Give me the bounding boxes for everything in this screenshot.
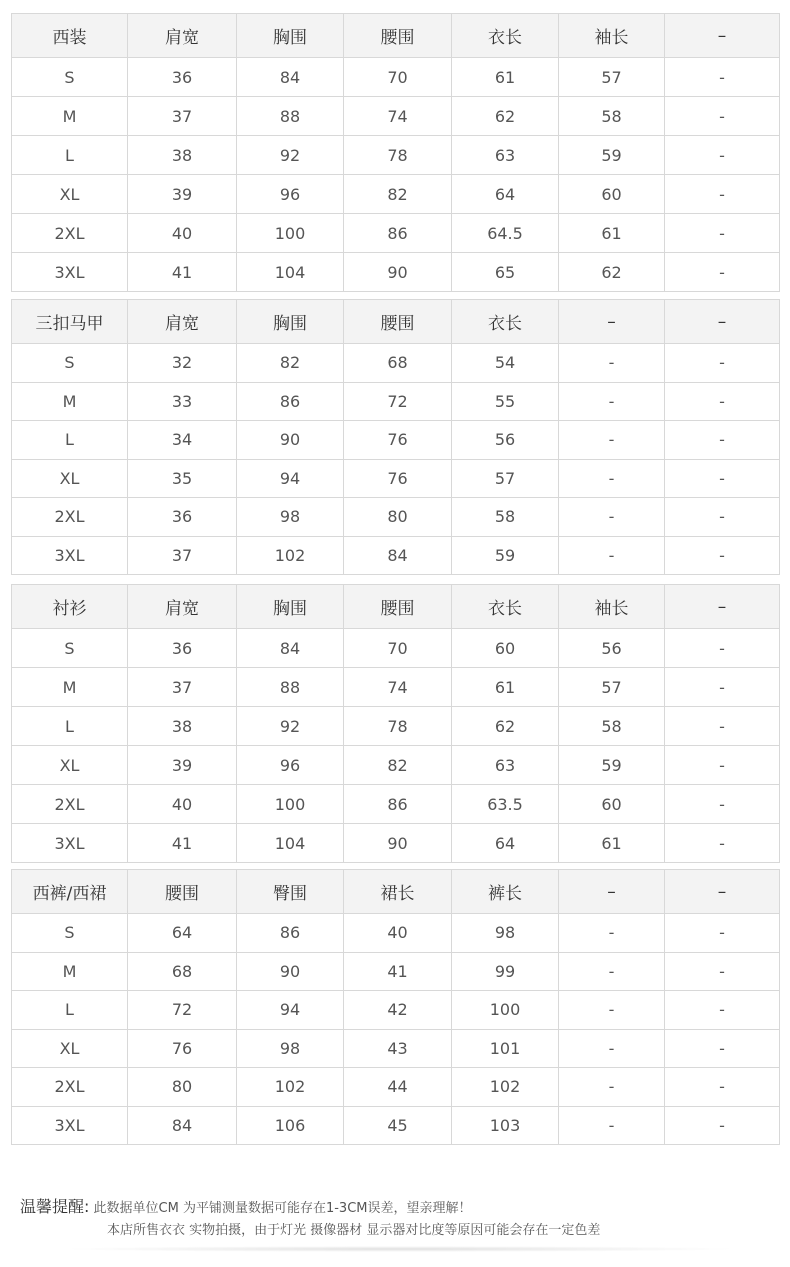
measurement-cell: 56 (559, 629, 665, 668)
note-line-2: 本店所售衣衣 实物拍摄，由于灯光 摄像器材 显示器对比度等原因可能会存在一定色差 (107, 1223, 601, 1238)
measurement-cell: 65 (452, 253, 559, 292)
table-row (12, 991, 780, 1030)
size-label: M (12, 668, 128, 707)
column-header: 胸围 (237, 300, 344, 344)
measurement-cell: - (665, 707, 780, 746)
size-label: 2XL (12, 498, 128, 537)
measurement-cell: 60 (559, 785, 665, 824)
measurement-cell: - (559, 1068, 665, 1107)
measurement-cell: 63 (452, 136, 559, 175)
table-row (12, 629, 780, 668)
column-header: 腰围 (344, 300, 452, 344)
measurement-cell: 86 (344, 214, 452, 253)
measurement-cell: 59 (452, 536, 559, 575)
size-label: XL (12, 746, 128, 785)
measurement-cell: 82 (344, 746, 452, 785)
measurement-cell: - (559, 991, 665, 1030)
measurement-cell: 55 (452, 382, 559, 421)
size-label: 3XL (12, 824, 128, 863)
measurement-cell: 60 (559, 175, 665, 214)
size-label: M (12, 97, 128, 136)
measurement-cell: - (665, 785, 780, 824)
measurement-cell: - (559, 459, 665, 498)
table-row (12, 175, 780, 214)
measurement-cell: - (559, 1106, 665, 1145)
measurement-cell: 98 (452, 914, 559, 953)
measurement-cell: 33 (128, 382, 237, 421)
size-label: 3XL (12, 1106, 128, 1145)
measurement-cell: 84 (237, 629, 344, 668)
measurement-cell: 37 (128, 97, 237, 136)
column-header: – (665, 300, 780, 344)
measurement-cell: 102 (452, 1068, 559, 1107)
note-label: 温馨提醒: (20, 1197, 90, 1216)
measurement-cell: 86 (237, 914, 344, 953)
table-row (12, 668, 780, 707)
measurement-cell: 56 (452, 421, 559, 460)
size-label: S (12, 344, 128, 383)
table-category-label: 三扣马甲 (12, 300, 128, 344)
measurement-cell: 57 (452, 459, 559, 498)
measurement-cell: 78 (344, 136, 452, 175)
measurement-cell: 40 (128, 214, 237, 253)
size-label: L (12, 136, 128, 175)
size-label: L (12, 421, 128, 460)
column-header: 腰围 (128, 870, 237, 914)
measurement-cell: 44 (344, 1068, 452, 1107)
measurement-cell: 82 (344, 175, 452, 214)
measurement-cell: - (665, 1106, 780, 1145)
measurement-cell: - (665, 536, 780, 575)
measurement-cell: - (665, 58, 780, 97)
table-row (12, 459, 780, 498)
measurement-cell: - (665, 136, 780, 175)
measurement-cell: 36 (128, 629, 237, 668)
table-row (12, 746, 780, 785)
measurement-cell: 80 (128, 1068, 237, 1107)
measurement-cell: 38 (128, 707, 237, 746)
measurement-cell: - (559, 914, 665, 953)
measurement-cell: 43 (344, 1029, 452, 1068)
column-header: 肩宽 (128, 14, 237, 58)
measurement-cell: 74 (344, 668, 452, 707)
size-label: S (12, 914, 128, 953)
measurement-cell: - (665, 344, 780, 383)
table-header-row (12, 300, 780, 344)
measurement-cell: 80 (344, 498, 452, 537)
measurement-cell: 37 (128, 536, 237, 575)
measurement-cell: 35 (128, 459, 237, 498)
column-header: 腰围 (344, 585, 452, 629)
size-label: M (12, 952, 128, 991)
measurement-cell: 103 (452, 1106, 559, 1145)
measurement-cell: 98 (237, 498, 344, 537)
table-row (12, 952, 780, 991)
measurement-cell: 96 (237, 175, 344, 214)
table-row (12, 1106, 780, 1145)
table-header-row (12, 870, 780, 914)
measurement-cell: 98 (237, 1029, 344, 1068)
table-category-label: 衬衫 (12, 585, 128, 629)
size-label: S (12, 629, 128, 668)
measurement-cell: 41 (128, 824, 237, 863)
measurement-cell: 78 (344, 707, 452, 746)
measurement-cell: 40 (128, 785, 237, 824)
measurement-cell: 94 (237, 991, 344, 1030)
measurement-cell: 39 (128, 175, 237, 214)
measurement-cell: 82 (237, 344, 344, 383)
table-row (12, 498, 780, 537)
table-row (12, 785, 780, 824)
column-header: 胸围 (237, 14, 344, 58)
column-header: – (665, 585, 780, 629)
measurement-cell: 34 (128, 421, 237, 460)
size-label: L (12, 991, 128, 1030)
column-header: 胸围 (237, 585, 344, 629)
column-header: 衣长 (452, 585, 559, 629)
column-header: – (559, 300, 665, 344)
measurement-cell: 74 (344, 97, 452, 136)
measurement-cell: 100 (237, 214, 344, 253)
table-row (12, 58, 780, 97)
column-header: 肩宽 (128, 300, 237, 344)
size-label: 3XL (12, 253, 128, 292)
size-label: XL (12, 1029, 128, 1068)
measurement-cell: 58 (452, 498, 559, 537)
measurement-cell: 63.5 (452, 785, 559, 824)
measurement-cell: 72 (128, 991, 237, 1030)
measurement-cell: 61 (559, 824, 665, 863)
measurement-cell: - (665, 914, 780, 953)
measurement-cell: - (559, 421, 665, 460)
measurement-cell: 70 (344, 58, 452, 97)
measurement-cell: 84 (344, 536, 452, 575)
measurement-cell: 64 (452, 824, 559, 863)
measurement-cell: 70 (344, 629, 452, 668)
pants-skirt-size-table (11, 869, 780, 1145)
column-header: 腰围 (344, 14, 452, 58)
table-row (12, 253, 780, 292)
measurement-cell: - (665, 175, 780, 214)
column-header: 裙长 (344, 870, 452, 914)
measurement-cell: 45 (344, 1106, 452, 1145)
measurement-cell: 40 (344, 914, 452, 953)
measurement-cell: - (559, 536, 665, 575)
size-label: 2XL (12, 1068, 128, 1107)
size-label: XL (12, 459, 128, 498)
measurement-cell: 58 (559, 97, 665, 136)
table-header-row (12, 14, 780, 58)
measurement-cell: 100 (452, 991, 559, 1030)
measurement-cell: 88 (237, 668, 344, 707)
measurement-cell: - (665, 1029, 780, 1068)
table-row (12, 344, 780, 383)
measurement-cell: 37 (128, 668, 237, 707)
measurement-cell: 102 (237, 1068, 344, 1107)
column-header: 袖长 (559, 585, 665, 629)
shirt-size-table (11, 584, 780, 863)
measurement-cell: 38 (128, 136, 237, 175)
size-label: M (12, 382, 128, 421)
measurement-cell: 76 (344, 421, 452, 460)
measurement-cell: - (665, 498, 780, 537)
measurement-cell: 41 (344, 952, 452, 991)
column-header: 肩宽 (128, 585, 237, 629)
column-header: 衣长 (452, 300, 559, 344)
measurement-cell: 39 (128, 746, 237, 785)
measurement-cell: 90 (237, 421, 344, 460)
measurement-cell: 88 (237, 97, 344, 136)
table-row (12, 97, 780, 136)
column-header: 衣长 (452, 14, 559, 58)
measurement-cell: 86 (237, 382, 344, 421)
column-header: 袖长 (559, 14, 665, 58)
measurement-cell: - (665, 991, 780, 1030)
measurement-cell: 57 (559, 668, 665, 707)
size-label: S (12, 58, 128, 97)
measurement-cell: 62 (452, 97, 559, 136)
measurement-cell: - (665, 668, 780, 707)
measurement-cell: 61 (452, 58, 559, 97)
suit-size-table (11, 13, 780, 292)
measurement-cell: 76 (344, 459, 452, 498)
column-header: 臀围 (237, 870, 344, 914)
table-row (12, 421, 780, 460)
table-category-label: 西装 (12, 14, 128, 58)
bottom-shadow-divider (60, 1246, 740, 1252)
measurement-cell: - (665, 382, 780, 421)
column-header: – (665, 870, 780, 914)
measurement-cell: 99 (452, 952, 559, 991)
measurement-cell: 68 (344, 344, 452, 383)
measurement-cell: 90 (344, 253, 452, 292)
measurement-cell: 84 (237, 58, 344, 97)
measurement-cell: 62 (452, 707, 559, 746)
measurement-cell: - (559, 382, 665, 421)
size-label: 2XL (12, 214, 128, 253)
measurement-cell: 60 (452, 629, 559, 668)
table-row (12, 914, 780, 953)
measurement-cell: 84 (128, 1106, 237, 1145)
table-row (12, 214, 780, 253)
table-category-label: 西裤/西裙 (12, 870, 128, 914)
measurement-cell: - (665, 746, 780, 785)
measurement-cell: - (559, 952, 665, 991)
measurement-cell: 54 (452, 344, 559, 383)
table-row (12, 536, 780, 575)
table-header-row (12, 585, 780, 629)
measurement-cell: 59 (559, 136, 665, 175)
measurement-cell: 72 (344, 382, 452, 421)
table-row (12, 1029, 780, 1068)
measurement-cell: - (665, 459, 780, 498)
note-line-1: 此数据单位CM 为平铺测量数据可能存在1-3CM误差，望亲理解！ (93, 1201, 472, 1216)
measurement-cell: 92 (237, 136, 344, 175)
table-row (12, 136, 780, 175)
measurement-cell: 86 (344, 785, 452, 824)
size-label: 2XL (12, 785, 128, 824)
size-note (20, 1196, 760, 1242)
measurement-cell: 92 (237, 707, 344, 746)
measurement-cell: 36 (128, 58, 237, 97)
vest-size-table (11, 299, 780, 575)
measurement-cell: 64 (452, 175, 559, 214)
column-header: 裤长 (452, 870, 559, 914)
table-row (12, 382, 780, 421)
measurement-cell: 68 (128, 952, 237, 991)
column-header: – (665, 14, 780, 58)
measurement-cell: 59 (559, 746, 665, 785)
measurement-cell: 63 (452, 746, 559, 785)
measurement-cell: 62 (559, 253, 665, 292)
measurement-cell: 96 (237, 746, 344, 785)
measurement-cell: 100 (237, 785, 344, 824)
measurement-cell: 42 (344, 991, 452, 1030)
measurement-cell: - (665, 214, 780, 253)
measurement-cell: 41 (128, 253, 237, 292)
measurement-cell: - (665, 253, 780, 292)
measurement-cell: 90 (237, 952, 344, 991)
measurement-cell: 64.5 (452, 214, 559, 253)
measurement-cell: 104 (237, 824, 344, 863)
measurement-cell: - (665, 824, 780, 863)
measurement-cell: - (665, 952, 780, 991)
table-row (12, 707, 780, 746)
table-row (12, 1068, 780, 1107)
measurement-cell: 106 (237, 1106, 344, 1145)
measurement-cell: - (559, 1029, 665, 1068)
measurement-cell: 57 (559, 58, 665, 97)
column-header: – (559, 870, 665, 914)
size-label: XL (12, 175, 128, 214)
measurement-cell: 64 (128, 914, 237, 953)
measurement-cell: 94 (237, 459, 344, 498)
table-row (12, 824, 780, 863)
measurement-cell: 104 (237, 253, 344, 292)
measurement-cell: 76 (128, 1029, 237, 1068)
measurement-cell: 101 (452, 1029, 559, 1068)
measurement-cell: - (665, 421, 780, 460)
measurement-cell: - (559, 498, 665, 537)
size-label: L (12, 707, 128, 746)
measurement-cell: 102 (237, 536, 344, 575)
measurement-cell: 90 (344, 824, 452, 863)
measurement-cell: - (665, 629, 780, 668)
size-label: 3XL (12, 536, 128, 575)
measurement-cell: 58 (559, 707, 665, 746)
measurement-cell: 61 (452, 668, 559, 707)
measurement-cell: - (665, 97, 780, 136)
measurement-cell: 32 (128, 344, 237, 383)
measurement-cell: - (559, 344, 665, 383)
measurement-cell: - (665, 1068, 780, 1107)
measurement-cell: 61 (559, 214, 665, 253)
measurement-cell: 36 (128, 498, 237, 537)
